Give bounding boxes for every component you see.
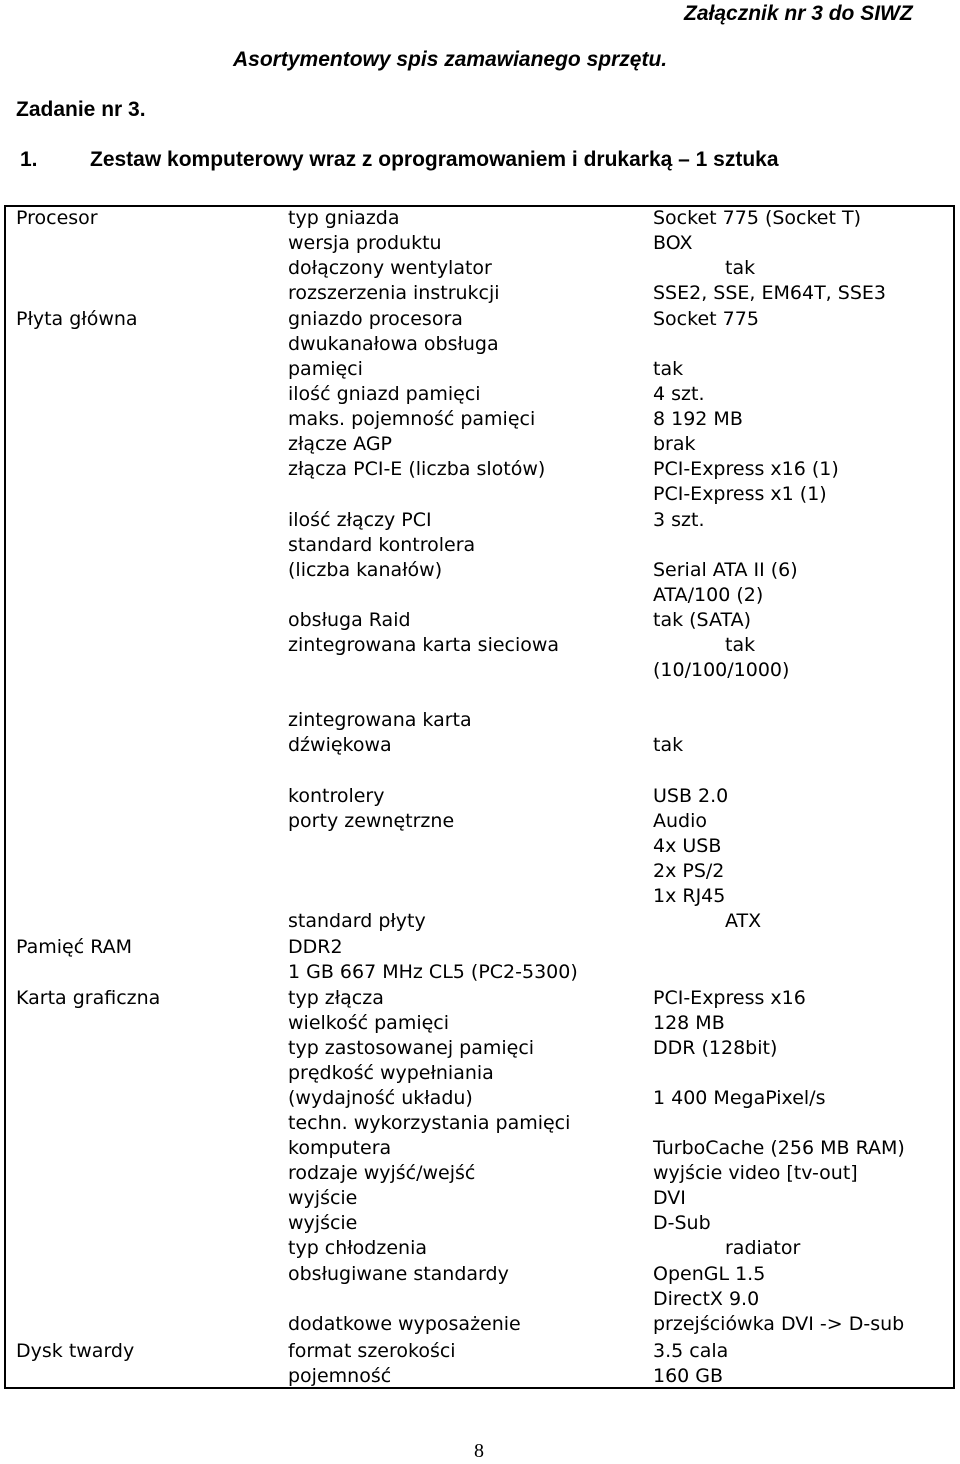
- param-cell: wyjście: [288, 1212, 358, 1234]
- attachment-label: Załącznik nr 3 do SIWZ: [684, 2, 913, 25]
- param-cell: dwukanałowa obsługa: [288, 333, 499, 355]
- param-cell: ilość gniazd pamięci: [288, 383, 481, 405]
- value-cell: 4 szt.: [653, 383, 705, 405]
- value-cell: D-Sub: [653, 1212, 711, 1234]
- param-cell: rozszerzenia instrukcji: [288, 282, 500, 304]
- category-cell: Karta graficzna: [16, 987, 161, 1009]
- value-cell: przejściówka DVI -> D-sub: [653, 1313, 905, 1335]
- param-cell: rodzaje wyjść/wejść: [288, 1162, 476, 1184]
- param-cell: złącze AGP: [288, 433, 393, 455]
- param-cell: obsługiwane standardy: [288, 1263, 509, 1285]
- value-cell: 2x PS/2: [653, 860, 725, 882]
- param-cell: wyjście: [288, 1187, 358, 1209]
- param-cell: zintegrowana karta sieciowa: [288, 634, 560, 656]
- value-cell: brak: [653, 433, 696, 455]
- value-cell: DDR (128bit): [653, 1037, 778, 1059]
- value-cell: wyjście video [tv-out]: [653, 1162, 858, 1184]
- item-number: 1.: [20, 148, 38, 171]
- document-subtitle: Asortymentowy spis zamawianego sprzętu.: [233, 48, 668, 71]
- param-cell: obsługa Raid: [288, 609, 411, 631]
- value-cell: 8 192 MB: [653, 408, 743, 430]
- item-title: Zestaw komputerowy wraz z oprogramowaniem i drukarką – 1 sztuka: [90, 148, 779, 171]
- value-cell: BOX: [653, 232, 693, 254]
- value-cell: tak: [725, 634, 756, 656]
- value-cell: PCI-Express x1 (1): [653, 483, 827, 505]
- param-cell: kontrolery: [288, 785, 385, 807]
- param-cell: porty zewnętrzne: [288, 810, 455, 832]
- value-cell: PCI-Express x16 (1): [653, 458, 839, 480]
- param-cell: typ zastosowanej pamięci: [288, 1037, 535, 1059]
- param-cell: złącza PCI-E (liczba slotów): [288, 458, 546, 480]
- param-cell: 1 GB 667 MHz CL5 (PC2-5300): [288, 961, 578, 983]
- param-cell: techn. wykorzystania pamięci: [288, 1112, 571, 1134]
- param-cell: gniazdo procesora: [288, 308, 463, 330]
- param-cell: typ gniazda: [288, 207, 400, 229]
- value-cell: 3.5 cala: [653, 1340, 729, 1362]
- category-cell: Płyta główna: [16, 308, 138, 330]
- param-cell: prędkość wypełniania: [288, 1062, 494, 1084]
- value-cell: ATA/100 (2): [653, 584, 764, 606]
- param-cell: typ chłodzenia: [288, 1237, 427, 1259]
- value-cell: TurboCache (256 MB RAM): [653, 1137, 905, 1159]
- value-cell: tak (SATA): [653, 609, 752, 631]
- param-cell: komputera: [288, 1137, 392, 1159]
- value-cell: ATX: [725, 910, 762, 932]
- value-cell: Audio: [653, 810, 708, 832]
- param-cell: dodatkowe wyposażenie: [288, 1313, 521, 1335]
- param-cell: ilość złączy PCI: [288, 509, 432, 531]
- param-cell: (liczba kanałów): [288, 559, 443, 581]
- value-cell: 128 MB: [653, 1012, 725, 1034]
- value-cell: tak: [653, 734, 684, 756]
- param-cell: pojemność: [288, 1365, 392, 1387]
- value-cell: radiator: [725, 1237, 801, 1259]
- category-cell: Pamięć RAM: [16, 936, 133, 958]
- value-cell: 4x USB: [653, 835, 722, 857]
- value-cell: (10/100/1000): [653, 659, 790, 681]
- category-cell: Dysk twardy: [16, 1340, 135, 1362]
- value-cell: tak: [725, 257, 756, 279]
- param-cell: pamięci: [288, 358, 363, 380]
- param-cell: wersja produktu: [288, 232, 442, 254]
- param-cell: typ złącza: [288, 987, 384, 1009]
- value-cell: Socket 775 (Socket T): [653, 207, 862, 229]
- value-cell: PCI-Express x16: [653, 987, 806, 1009]
- value-cell: tak: [653, 358, 684, 380]
- param-cell: standard płyty: [288, 910, 426, 932]
- category-cell: Procesor: [16, 207, 98, 229]
- value-cell: OpenGL 1.5: [653, 1263, 766, 1285]
- value-cell: DVI: [653, 1187, 686, 1209]
- param-cell: DDR2: [288, 936, 343, 958]
- value-cell: 1x RJ45: [653, 885, 726, 907]
- value-cell: USB 2.0: [653, 785, 729, 807]
- param-cell: dołączony wentylator: [288, 257, 492, 279]
- param-cell: (wydajność układu): [288, 1087, 473, 1109]
- param-cell: dźwiękowa: [288, 734, 392, 756]
- task-label: Zadanie nr 3.: [16, 98, 146, 121]
- page-number: 8: [474, 1440, 484, 1462]
- param-cell: maks. pojemność pamięci: [288, 408, 536, 430]
- param-cell: standard kontrolera: [288, 534, 476, 556]
- param-cell: wielkość pamięci: [288, 1012, 450, 1034]
- value-cell: Serial ATA II (6): [653, 559, 798, 581]
- value-cell: 3 szt.: [653, 509, 705, 531]
- param-cell: zintegrowana karta: [288, 709, 472, 731]
- value-cell: 160 GB: [653, 1365, 724, 1387]
- value-cell: 1 400 MegaPixel/s: [653, 1087, 826, 1109]
- param-cell: format szerokości: [288, 1340, 456, 1362]
- value-cell: DirectX 9.0: [653, 1288, 760, 1310]
- value-cell: Socket 775: [653, 308, 759, 330]
- value-cell: SSE2, SSE, EM64T, SSE3: [653, 282, 886, 304]
